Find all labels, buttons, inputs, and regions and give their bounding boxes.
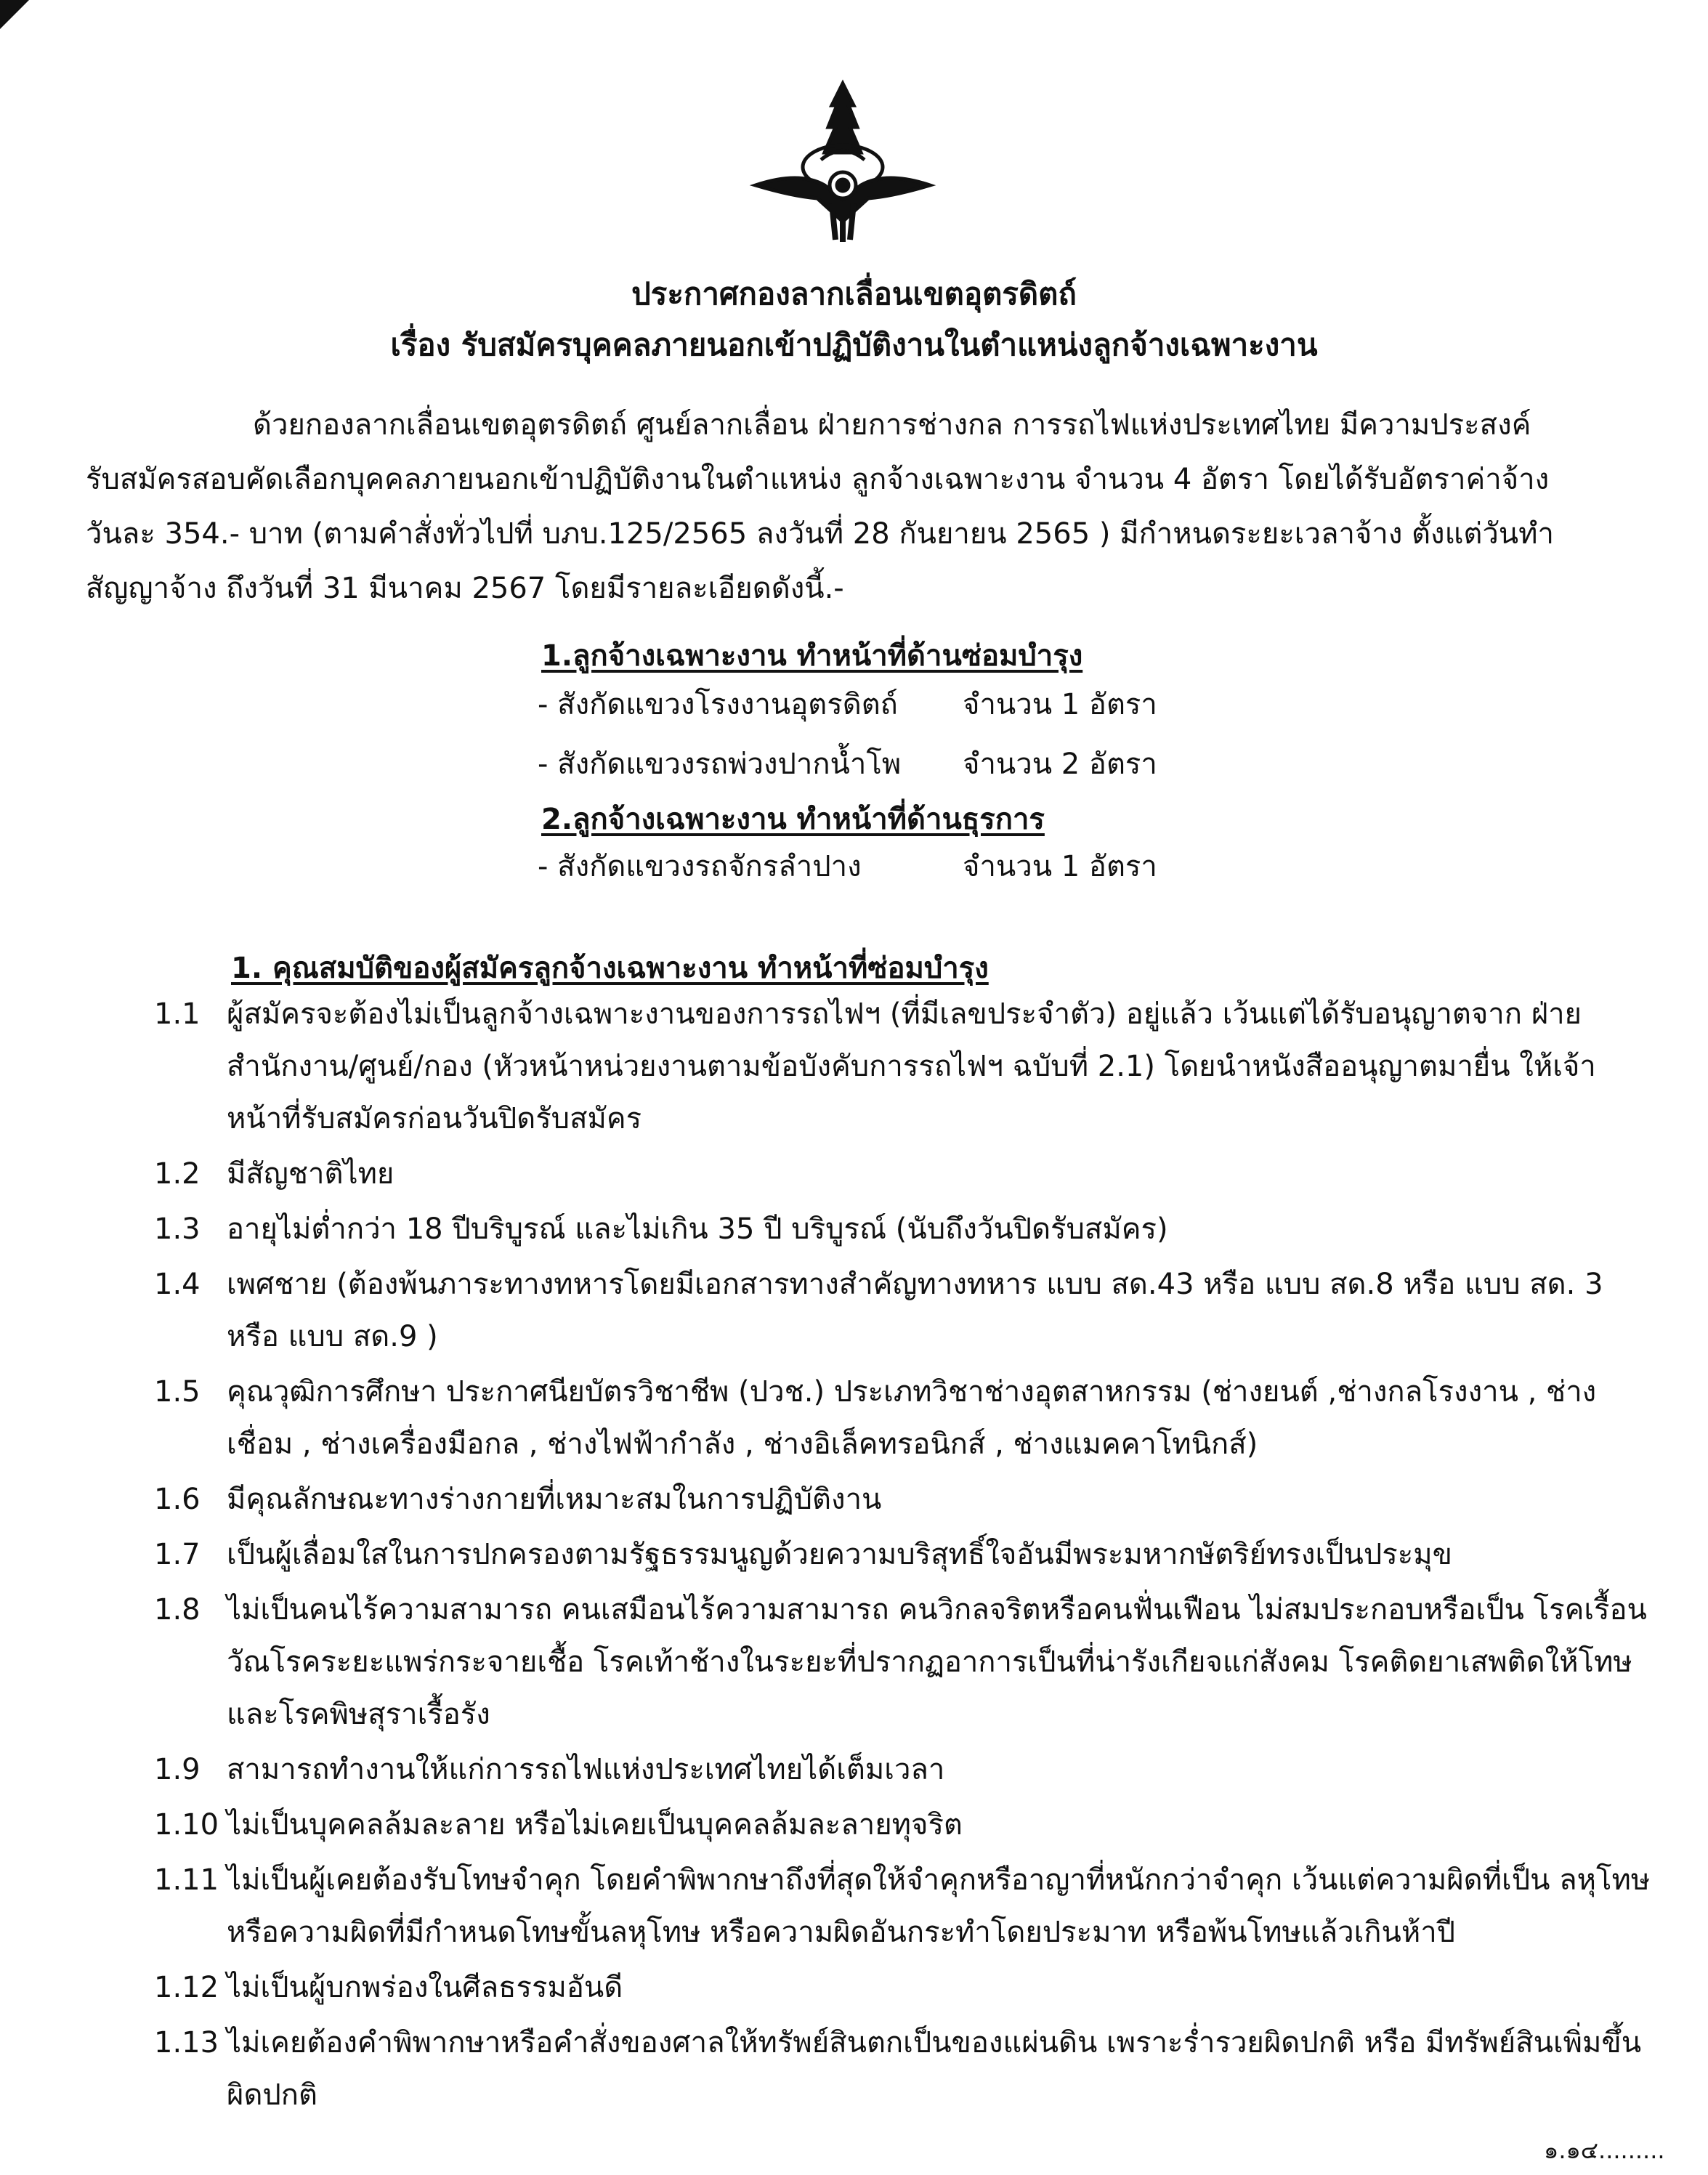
announcement-subject: เรื่อง รับสมัครบุคคลภายนอกเข้าปฏิบัติงานในตำแหน่งลูกจ้างเฉพาะงาน: [390, 327, 1318, 362]
qualification-number: 1.1: [154, 997, 201, 1031]
qualification-item: [154, 1528, 1651, 1581]
intro-line: ด้วยกองลากเลื่อนเขตอุตรดิตถ์ ศูนย์ลากเลื่อน ฝ่ายการช่างกล การรถไฟแห่งประเทศไทย มีความประสงค์: [253, 408, 1531, 442]
announcement-title: ประกาศกองลากเลื่อนเขตอุตรดิตถ์: [631, 276, 1077, 312]
qualification-item: [154, 1743, 1651, 1796]
qualification-item: [154, 1584, 1651, 1741]
unit-row: [538, 742, 1264, 786]
qualification-number: 1.10: [154, 1808, 219, 1842]
unit-count: จำนวน 1 อัตรา: [963, 850, 1157, 883]
qualification-text: เป็นผู้เลื่อมใสในการปกครองตามรัฐธรรมนูญด้วยความบริสุทธิ์ใจอันมีพระมหากษัตริย์ทรงเป็นประมุข: [227, 1538, 1452, 1571]
qualification-item: [154, 1799, 1651, 1851]
qualification-number: 1.3: [154, 1212, 201, 1246]
qualification-text: ไม่เป็นผู้เคยต้องรับโทษจำคุก โดยคำพิพากษาถึงที่สุดให้จำคุกหรือาญาที่หนักกว่าจำคุก เว้นแต่ความผิดที่เป็น ลหุโทษ หรือความผิดที่มีกำหนดโทษขั้นลหุโทษ หรือความผิดอันกระทำโดยประมาท หรือพ้นโทษแล้วเกินห้าปี: [227, 1863, 1651, 1949]
qualification-text: อายุไม่ต่ำกว่า 18 ปีบริบูรณ์ และไม่เกิน 35 ปี บริบูรณ์ (นับถึงวันปิดรับสมัคร): [227, 1212, 1168, 1246]
state-railway-emblem-icon: [748, 76, 937, 243]
qualification-text: มีสัญชาติไทย: [227, 1157, 394, 1191]
qualification-text: ไม่เป็นบุคคลล้มละลาย หรือไม่เคยเป็นบุคคลล้มละลายทุจริต: [227, 1808, 963, 1842]
qualification-text: ไม่เป็นคนไร้ความสามารถ คนเสมือนไร้ความสามารถ คนวิกลจริตหรือคนฟั่นเฟือน ไม่สมประกอบหรือเป็น โรคเรื้อนวัณโรคระยะแพร่กระจายเชื้อ โรคเท้าช้างในระยะที่ปรากฏอาการเป็นที่น่ารังเกียจแก่สังคม โรคติดยาเสพติดให้โทษ และโรคพิษสุราเรื้อรัง: [227, 1593, 1647, 1731]
page-continuation: ๑.๑๔.........: [1544, 2136, 1665, 2164]
unit-count: จำนวน 1 อัตรา: [963, 688, 1157, 721]
qualification-item: [154, 1854, 1651, 1959]
qualification-number: 1.2: [154, 1157, 201, 1191]
admin-position-heading: 2.ลูกจ้างเฉพาะงาน ทำหน้าที่ด้านธุรการ: [541, 803, 1045, 836]
unit-name: - สังกัดแขวงโรงงานอุตรดิตถ์: [538, 688, 898, 721]
qualification-item: [154, 1961, 1651, 2014]
qualifications-heading: 1. คุณสมบัติของผู้สมัครลูกจ้างเฉพาะงาน ทำหน้าที่ซ่อมบำรุง: [231, 952, 989, 985]
unit-row: [538, 683, 1264, 726]
qualification-number: 1.6: [154, 1483, 201, 1516]
qualifications-list: [154, 988, 1651, 2124]
unit-count: จำนวน 2 อัตรา: [963, 748, 1157, 781]
qualification-item: [154, 1366, 1651, 1470]
unit-name: - สังกัดแขวงรถจักรลำปาง: [538, 850, 862, 883]
qualification-item: [154, 1148, 1651, 1200]
qualification-text: ไม่เป็นผู้บกพร่องในศีลธรรมอันดี: [227, 1971, 623, 2004]
qualification-number: 1.5: [154, 1375, 201, 1409]
qualification-text: ไม่เคยต้องคำพิพากษาหรือคำสั่งของศาลให้ทรัพย์สินตกเป็นของแผ่นดิน เพราะร่ำรวยผิดปกติ หรือ มีทรัพย์สินเพิ่มขึ้นผิดปกติ: [227, 2026, 1642, 2112]
qualification-number: 1.8: [154, 1593, 201, 1627]
qualification-text: เพศชาย (ต้องพ้นภาระทางทหารโดยมีเอกสารทางสำคัญทางทหาร แบบ สด.43 หรือ แบบ สด.8 หรือ แบบ สด. 3 หรือ แบบ สด.9 ): [227, 1268, 1603, 1353]
unit-name: - สังกัดแขวงรถพ่วงปากน้ำโพ: [538, 748, 902, 781]
qualification-number: 1.12: [154, 1971, 219, 2004]
scan-corner-mark: [0, 0, 29, 29]
intro-line: สัญญาจ้าง ถึงวันที่ 31 มีนาคม 2567 โดยมีรายละเอียดดังนี้.-: [86, 572, 844, 605]
qualification-text: คุณวุฒิการศึกษา ประกาศนียบัตรวิชาชีพ (ปวช.) ประเภทวิชาช่างอุตสาหกรรม (ช่างยนต์ ,ช่างกลโรงงาน , ช่างเชื่อม , ช่างเครื่องมือกล , ช่างไฟฟ้ากำลัง , ช่างอิเล็คทรอนิกส์ , ช่างแมคคาโทนิกส์): [227, 1375, 1597, 1461]
maintenance-position-heading: 1.ลูกจ้างเฉพาะงาน ทำหน้าที่ด้านซ่อมบำรุง: [541, 639, 1083, 673]
qualification-number: 1.13: [154, 2026, 219, 2059]
qualification-number: 1.9: [154, 1753, 201, 1786]
intro-line: รับสมัครสอบคัดเลือกบุคคลภายนอกเข้าปฏิบัติงานในตำแหน่ง ลูกจ้างเฉพาะงาน จำนวน 4 อัตรา โดยได้รับอัตราค่าจ้าง: [86, 463, 1550, 496]
intro-line: วันละ 354.- บาท (ตามคำสั่งทั่วไปที่ บภบ.125/2565 ลงวันที่ 28 กันยายน 2565 ) มีกำหนดระยะเวลาจ้าง ตั้งแต่วันทำ: [86, 517, 1554, 551]
qualification-item: [154, 2017, 1651, 2121]
qualification-item: [154, 1258, 1651, 1363]
qualification-number: 1.7: [154, 1538, 201, 1571]
qualification-text: สามารถทำงานให้แก่การรถไฟแห่งประเทศไทยได้เต็มเวลา: [227, 1753, 945, 1786]
qualification-text: มีคุณลักษณะทางร่างกายที่เหมาะสมในการปฏิบัติงาน: [227, 1483, 882, 1516]
qualification-item: [154, 1203, 1651, 1255]
qualification-text: ผู้สมัครจะต้องไม่เป็นลูกจ้างเฉพาะงานของการรถไฟฯ (ที่มีเลขประจำตัว) อยู่แล้ว เว้นแต่ได้รับอนุญาตจาก ฝ่ายสำนักงาน/ศูนย์/กอง (หัวหน้าหน่วยงานตามข้อบังคับการรถไฟฯ ฉบับที่ 2.1) โดยนำหนังสืออนุญาตมายื่น ให้เจ้าหน้าที่รับสมัครก่อนวันปิดรับสมัคร: [227, 997, 1596, 1135]
qualification-item: [154, 988, 1651, 1145]
unit-row: [538, 845, 1264, 888]
qualification-number: 1.11: [154, 1863, 219, 1897]
qualification-item: [154, 1473, 1651, 1526]
qualification-number: 1.4: [154, 1268, 201, 1301]
intro-paragraph: [86, 398, 1633, 616]
